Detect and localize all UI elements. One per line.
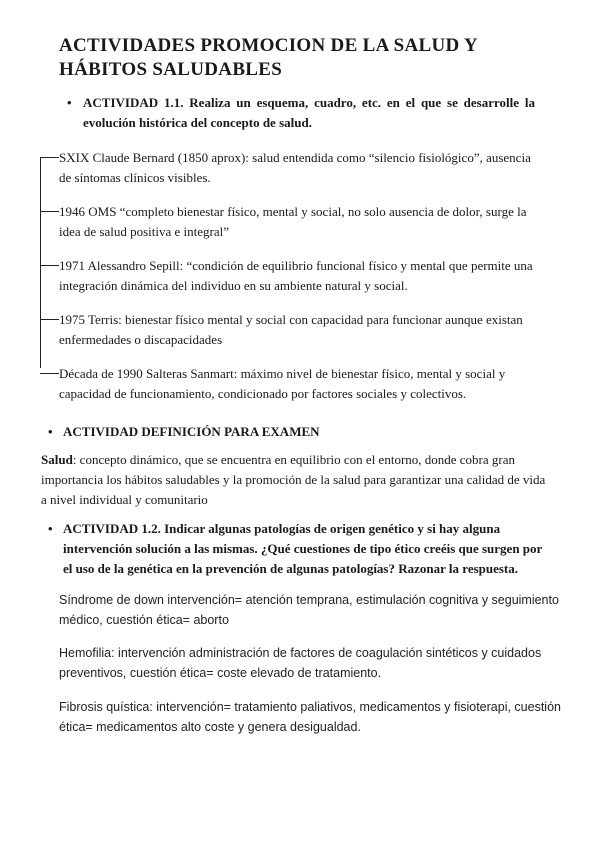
bullet-icon: • — [67, 95, 72, 110]
actividad-definicion-text: ACTIVIDAD DEFINICIÓN PARA EXAMEN — [63, 424, 320, 439]
pathology-item — [59, 697, 579, 737]
timeline-item — [40, 148, 540, 188]
actividad-1-1-heading — [67, 93, 535, 133]
salud-definition-text: : concepto dinámico, que se encuentra en equilibrio con el entorno, donde cobra gran importancia los hábitos saludables y la promoción de la salud para garantizar una calidad de vida a nivel individual y comunitario — [41, 452, 546, 507]
bullet-icon: • — [48, 424, 53, 439]
timeline-tick — [40, 319, 59, 320]
timeline-tick — [40, 265, 59, 266]
timeline-item-text: 1975 Terris: bienestar físico mental y social con capacidad para funcionar aunque existan enfermedades o discapacidades — [59, 312, 523, 347]
pathology-text: Síndrome de down intervención= atención temprana, estimulación cognitiva y seguimiento médico, cuestión ética= aborto — [59, 593, 559, 627]
actividad-1-2-text: ACTIVIDAD 1.2. Indicar algunas patologías de origen genético y si hay alguna intervención solución a las mismas. ¿Qué cuestiones de tipo ético creéis que surgen por el uso de la genética en la prevención de algunas patologías? Razonar la respuesta. — [63, 521, 543, 576]
title-line-1: ACTIVIDADES PROMOCION DE LA SALUD Y — [59, 35, 478, 56]
bullet-icon: • — [48, 521, 53, 536]
timeline-item — [40, 364, 540, 404]
pathology-item — [59, 643, 579, 683]
timeline-item-text: Década de 1990 Salteras Sanmart: máximo nivel de bienestar físico, mental y social y capacidad de funcionamiento, condicionado por factores sociales y colectivos. — [59, 366, 506, 401]
salud-term: Salud — [41, 452, 73, 467]
timeline-item — [40, 256, 540, 296]
timeline-tick — [40, 211, 59, 212]
pathology-item — [59, 590, 579, 630]
title-line-2: HÁBITOS SALUDABLES — [59, 59, 283, 80]
timeline-item-text: 1971 Alessandro Sepill: “condición de equilibrio funcional físico y mental que permite una integración dinámica del individuo en su ambiente natural y social. — [59, 258, 533, 293]
timeline-item-text: 1946 OMS “completo bienestar físico, mental y social, no solo ausencia de dolor, surge la idea de salud positiva e integral” — [59, 204, 527, 239]
pathology-text: Hemofilia: intervención administración de factores de coagulación sintéticos y cuidados preventivos, cuestión ética= coste elevado de tratamiento. — [59, 646, 542, 680]
timeline-item — [40, 310, 540, 350]
actividad-1-1-text: ACTIVIDAD 1.1. Realiza un esquema, cuadro, etc. en el que se desarrolle la evolución histórica del concepto de salud. — [83, 95, 535, 130]
actividad-definicion-heading — [48, 422, 543, 442]
pathology-text: Fibrosis quística: intervención= tratamiento paliativos, medicamentos y fisioterapi, cuestión ética= medicamentos alto coste y genera desigualdad. — [59, 700, 561, 734]
timeline-item — [40, 202, 540, 242]
timeline-tick — [40, 157, 59, 158]
timeline-tick — [40, 373, 59, 374]
timeline-item-text: SXIX Claude Bernard (1850 aprox): salud entendida como “silencio fisiológico”, ausencia de síntomas clínicos visibles. — [59, 150, 531, 185]
actividad-1-2-heading — [48, 519, 553, 579]
salud-definition — [41, 450, 551, 510]
page-title — [59, 34, 559, 82]
